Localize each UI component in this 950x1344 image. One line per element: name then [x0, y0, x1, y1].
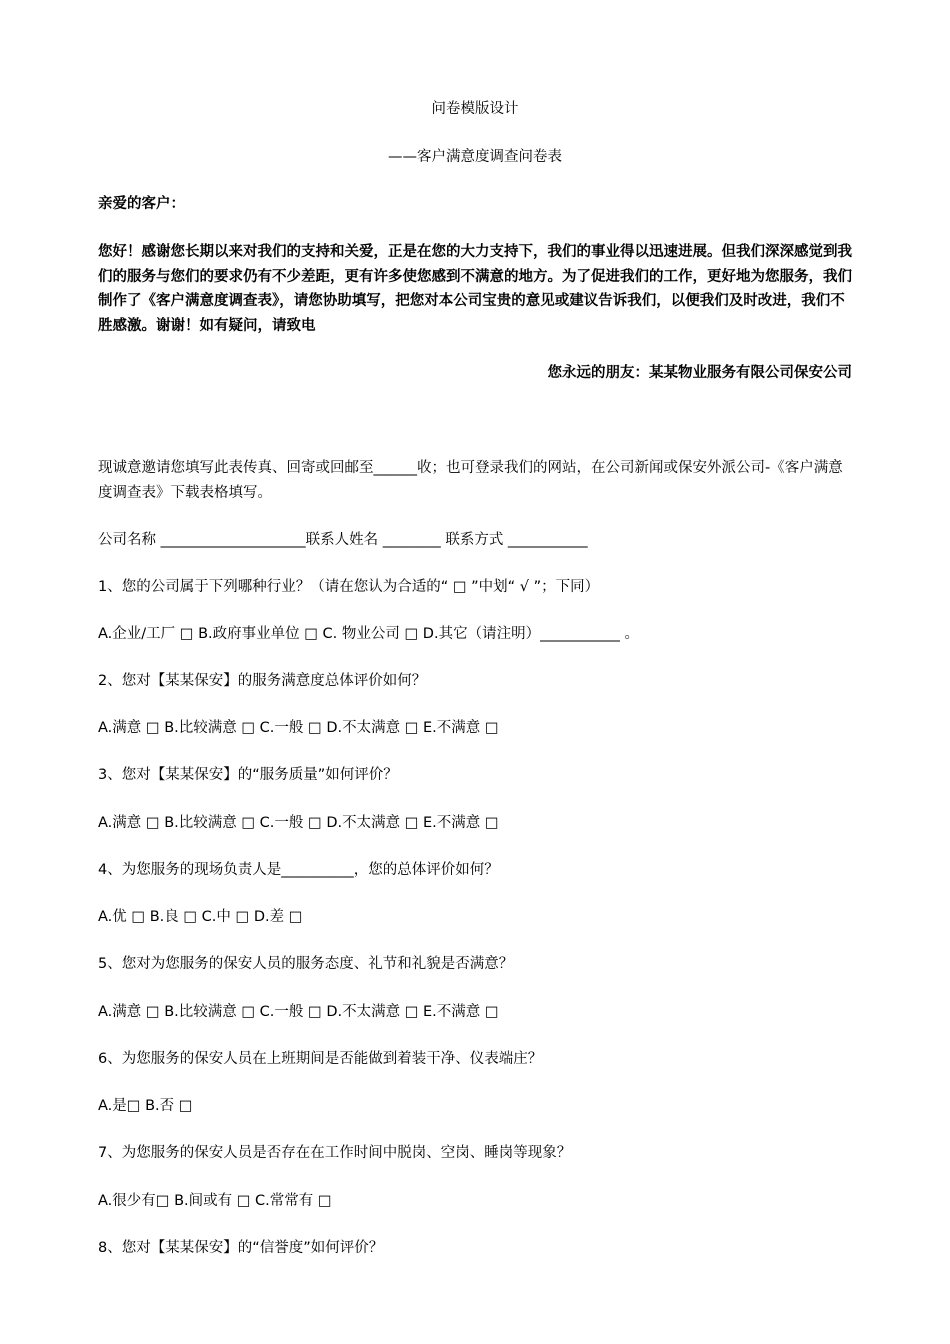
- answer-options-2: A.满意 □ B.比较满意 □ C.一般 □ D.不太满意 □ E.不满意 □: [98, 720, 499, 736]
- answer-options-1: A.企业/工厂 □ B.政府事业单位 □ C. 物业公司 □ D.其它（请注明）___________ 。: [98, 626, 639, 642]
- answer-options-5: A.满意 □ B.比较满意 □ C.一般 □ D.不太满意 □ E.不满意 □: [98, 1004, 499, 1020]
- question-6: 6、为您服务的保安人员在上班期间是否能做到着装干净、仪表端庄？: [98, 1051, 543, 1067]
- signature: 您永远的朋友：某某物业服务有限公司保安公司: [547, 365, 852, 381]
- question-5: 5、您对为您服务的保安人员的服务态度、礼节和礼貌是否满意？: [98, 956, 514, 972]
- question-2: 2、您对【某某保安】的服务满意度总体评价如何？: [98, 673, 427, 689]
- intro-paragraph: 您好！感谢您长期以来对我们的支持和关爱，正是在您的大力支持下，我们的事业得以迅速进展。但我们深深感觉到我们的服务与您们的要求仍有不少差距，更有许多使您感到不满意的地方。为了促进我们的工作，更好地为您服务，我们制作了《客户满意度调查表》，请您协助填写，把您对本公司宝贵的意见或建议告诉我们，以便我们及时改进，我们不胜感激。谢谢！如有疑问，请致电: [98, 244, 852, 334]
- greeting: 亲爱的客户：: [98, 196, 185, 212]
- contact-info-line: 公司名称 ____________________联系人姓名 ________ 联系方式 ___________: [98, 532, 588, 548]
- question-3: 3、您对【某某保安】的“服务质量”如何评价？: [98, 767, 398, 783]
- answer-options-6: A.是□ B.否 □: [98, 1098, 193, 1114]
- document-title: 问卷模版设计: [431, 101, 519, 117]
- answer-options-4: A.优 □ B.良 □ C.中 □ D.差 □: [98, 909, 303, 925]
- question-8: 8、您对【某某保安】的“信誉度”如何评价？: [98, 1240, 384, 1256]
- question-1: 1、您的公司属于下列哪种行业？（请在您认为合适的“ □ ”中划“ √ ”；下同）: [98, 579, 600, 595]
- question-4: 4、为您服务的现场负责人是__________，您的总体评价如何？: [98, 862, 499, 878]
- answer-options-7: A.很少有□ B.间或有 □ C.常常有 □: [98, 1193, 332, 1209]
- question-7: 7、为您服务的保安人员是否存在在工作时间中脱岗、空岗、睡岗等现象？: [98, 1145, 572, 1161]
- invitation-paragraph: 现诚意邀请您填写此表传真、回寄或回邮至______收；也可登录我们的网站，在公司新闻或保安外派公司-《客户满意度调查表》下载表格填写。: [98, 460, 843, 501]
- answer-options-3: A.满意 □ B.比较满意 □ C.一般 □ D.不太满意 □ E.不满意 □: [98, 815, 499, 831]
- document-subtitle: ——客户满意度调查问卷表: [388, 149, 562, 165]
